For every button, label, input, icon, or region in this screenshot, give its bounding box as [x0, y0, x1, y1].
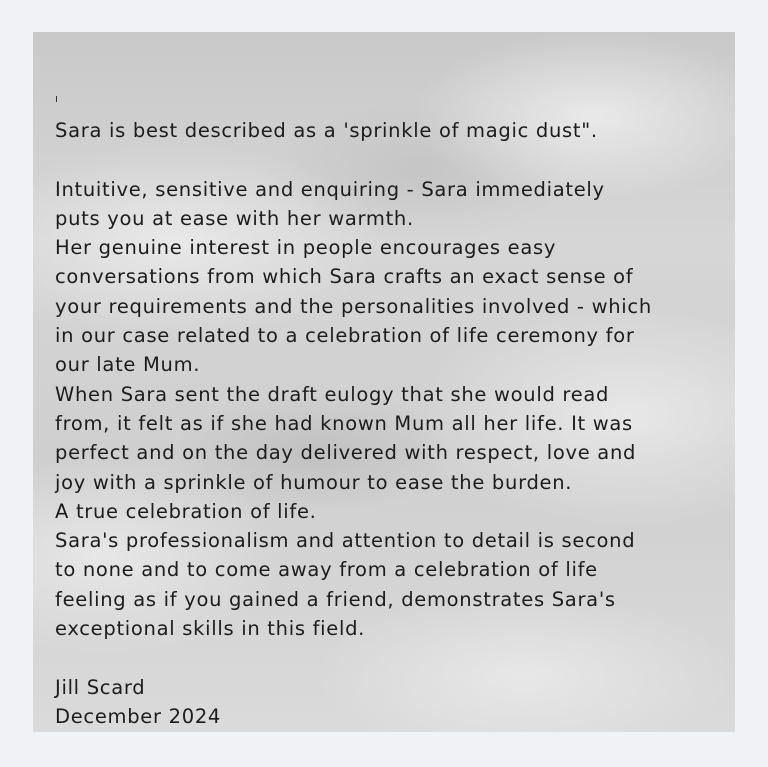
testimonial-line: puts you at ease with her warmth. — [55, 206, 414, 230]
testimonial-line: Intuitive, sensitive and enquiring - Sara immediately — [55, 177, 605, 201]
testimonial-line: exceptional skills in this field. — [55, 617, 366, 641]
testimonial-text — [55, 116, 725, 731]
testimonial-line: Sara's professionalism and attention to detail is second — [55, 529, 636, 553]
paragraph-spacer — [55, 643, 725, 672]
testimonial-date: December 2024 — [55, 704, 222, 728]
testimonial-line: your requirements and the personalities involved - which — [55, 294, 652, 318]
testimonial-line: feeling as if you gained a friend, demonstrates Sara's — [55, 587, 616, 611]
testimonial-line: to none and to come away from a celebration of life — [55, 558, 598, 582]
testimonial-line: When Sara sent the draft eulogy that she would read — [55, 382, 610, 406]
testimonial-line: Sara is best described as a 'sprinkle of magic dust". — [55, 119, 598, 142]
testimonial-line: Her genuine interest in people encourages easy — [55, 236, 557, 260]
paragraph-spacer — [55, 145, 725, 174]
testimonial-line: from, it felt as if she had known Mum all her life. It was — [55, 411, 633, 435]
testimonial-line: in our case related to a celebration of life ceremony for — [55, 324, 635, 348]
testimonial-card — [33, 32, 735, 732]
testimonial-line: A true celebration of life. — [55, 499, 317, 523]
testimonial-line: perfect and on the day delivered with respect, love and — [55, 441, 637, 465]
testimonial-line: our late Mum. — [55, 353, 201, 377]
testimonial-line: joy with a sprinkle of humour to ease the burden. — [55, 470, 573, 494]
testimonial-line: conversations from which Sara crafts an exact sense of — [55, 265, 634, 289]
author-name: Jill Scard — [55, 675, 146, 699]
text-cursor-mark — [56, 96, 57, 102]
